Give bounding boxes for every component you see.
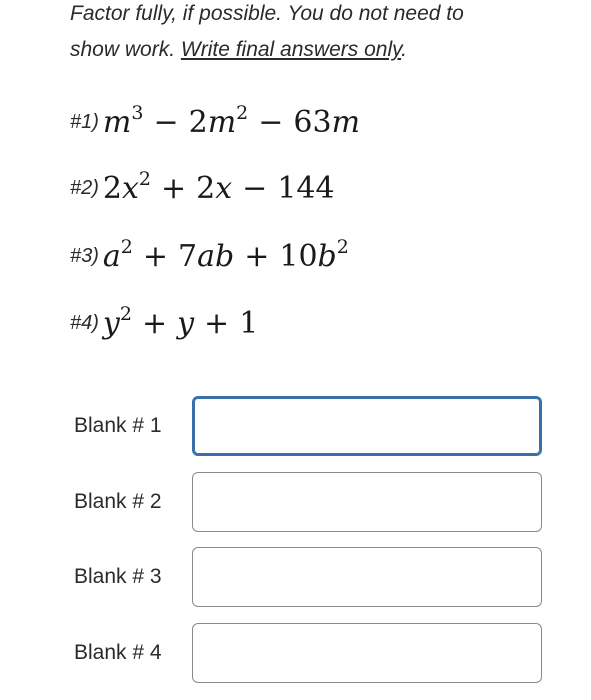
problem-1-label: #1) bbox=[70, 110, 99, 133]
instructions-line-1: Factor fully, if possible. You do not need to bbox=[70, 2, 464, 25]
blank-3-input[interactable] bbox=[192, 547, 542, 607]
blank-2-label: Blank # 2 bbox=[74, 490, 162, 513]
problem-2-expression: $2x^2 + 2x - 144$ bbox=[102, 167, 335, 206]
problem-2 bbox=[70, 163, 335, 213]
problem-3 bbox=[70, 231, 349, 281]
problem-3-label: #3) bbox=[70, 244, 99, 267]
problem-4 bbox=[70, 298, 258, 348]
instructions-line-2 bbox=[70, 32, 570, 68]
problem-1-expression: $m^3 - 2m^2 - 63m$ bbox=[102, 101, 361, 140]
instructions-line-2-prefix: show work. bbox=[70, 38, 181, 61]
instructions-line-2-suffix: . bbox=[401, 38, 407, 61]
instructions bbox=[70, 0, 570, 68]
problem-1 bbox=[70, 97, 360, 147]
problem-2-label: #2) bbox=[70, 176, 99, 199]
final-answers-note: Write final answers only bbox=[180, 38, 402, 61]
problem-4-expression: $y^2 + y + 1$ bbox=[102, 302, 259, 341]
blank-row-4 bbox=[74, 623, 542, 683]
blank-row-1 bbox=[74, 396, 542, 456]
blank-1-label: Blank # 1 bbox=[74, 414, 162, 437]
problem-3-expression: $a^2 + 7ab + 10b^2$ bbox=[102, 235, 349, 274]
blank-4-input[interactable] bbox=[192, 623, 542, 683]
blank-1-input[interactable] bbox=[192, 396, 542, 456]
blank-3-label: Blank # 3 bbox=[74, 565, 162, 588]
blank-4-label: Blank # 4 bbox=[74, 641, 162, 664]
blank-2-input[interactable] bbox=[192, 472, 542, 532]
problem-4-label: #4) bbox=[70, 311, 99, 334]
blank-row-3 bbox=[74, 547, 542, 607]
blank-row-2 bbox=[74, 472, 542, 532]
